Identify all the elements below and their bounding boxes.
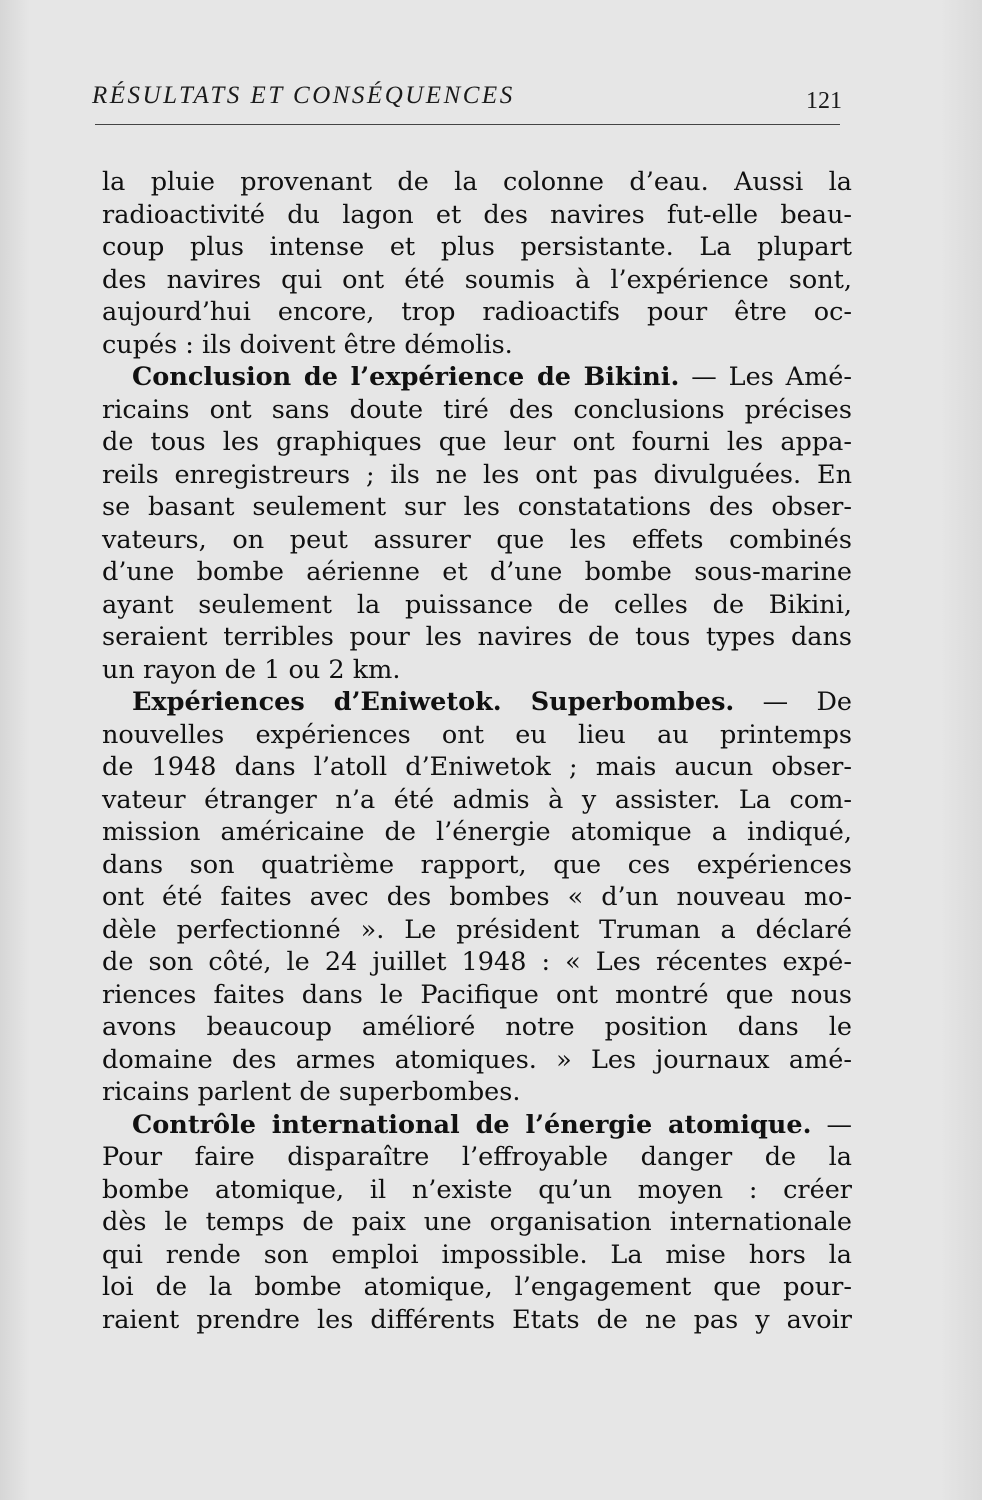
- text-line: [102, 231, 852, 264]
- text-line: [102, 881, 852, 914]
- line-text: domaine des armes atomiques. » Les journaux amé-: [102, 1044, 852, 1075]
- text-line: [102, 816, 852, 849]
- text-line: [102, 1076, 852, 1109]
- line-text: nouvelles expériences ont eu lieu au printemps: [102, 719, 852, 750]
- paragraph-heading-line: [102, 1109, 852, 1142]
- text-line: [102, 1011, 852, 1044]
- text-line: [102, 264, 852, 297]
- line-text: dèle perfectionné ». Le président Truman a déclaré: [102, 914, 852, 945]
- text-line: [102, 1271, 852, 1304]
- text-line: [102, 556, 852, 589]
- running-title: RÉSULTATS ET CONSÉQUENCES: [92, 82, 515, 109]
- line-text: qui rende son emploi impossible. La mise hors la: [102, 1239, 852, 1270]
- line-text: un rayon de 1 ou 2 km.: [102, 654, 401, 685]
- line-text: dès le temps de paix une organisation internationale: [102, 1207, 852, 1237]
- line-text: aujourd’hui encore, trop radioactifs pour être oc-: [102, 297, 852, 327]
- text-line: [102, 1141, 852, 1174]
- text-line: [102, 1174, 852, 1207]
- text-line: [102, 1304, 852, 1337]
- text-line: [102, 166, 852, 199]
- line-text: radioactivité du lagon et des navires fut-elle beau-: [102, 199, 852, 230]
- line-text: des navires qui ont été soumis à l’expérience sont,: [102, 264, 852, 295]
- text-line: [102, 329, 852, 362]
- text-line: [102, 524, 852, 557]
- line-text: coup plus intense et plus persistante. La plupart: [102, 232, 852, 262]
- text-line: [102, 946, 852, 979]
- line-text: —: [811, 1109, 853, 1140]
- paragraph-heading: Conclusion de l’expérience de Bikini.: [132, 362, 680, 392]
- text-line: [102, 459, 852, 492]
- header-rule: [95, 124, 840, 125]
- paragraph-heading: Contrôle international de l’énergie atomique.: [132, 1109, 812, 1140]
- text-line: [102, 751, 852, 784]
- page-number: 121: [806, 88, 842, 114]
- line-text: de son côté, le 24 juillet 1948 : « Les récentes expé-: [102, 947, 852, 977]
- text-line: [102, 1206, 852, 1239]
- paragraph-heading: Expériences d’Eniwetok. Superbombes.: [132, 687, 735, 717]
- line-text: seraient terribles pour les navires de tous types dans: [102, 622, 852, 652]
- text-line: [102, 491, 852, 524]
- line-text: d’une bombe aérienne et d’une bombe sous-marine: [102, 557, 852, 587]
- line-text: — Les Amé-: [679, 362, 852, 392]
- paragraph-heading-line: [102, 686, 852, 719]
- line-text: vateur étranger n’a été admis à y assister. La com-: [102, 784, 852, 815]
- line-text: dans son quatrième rapport, que ces expériences: [102, 849, 852, 880]
- line-text: bombe atomique, il n’existe qu’un moyen : créer: [102, 1174, 852, 1205]
- text-line: [102, 426, 852, 459]
- line-text: — De: [734, 687, 852, 717]
- text-line: [102, 199, 852, 232]
- text-line: [102, 914, 852, 947]
- line-text: ricains parlent de superbombes.: [102, 1077, 521, 1107]
- line-text: ayant seulement la puissance de celles de Bikini,: [102, 589, 852, 620]
- running-header: [92, 82, 842, 122]
- text-line: [102, 849, 852, 882]
- text-line: [102, 589, 852, 622]
- line-text: de tous les graphiques que leur ont fourni les appa-: [102, 427, 852, 457]
- text-line: [102, 621, 852, 654]
- line-text: loi de la bombe atomique, l’engagement que pour-: [102, 1272, 852, 1302]
- text-line: [102, 296, 852, 329]
- line-text: raient prendre les différents Etats de ne pas y avoir: [102, 1304, 852, 1335]
- line-text: ricains ont sans doute tiré des conclusions précises: [102, 394, 852, 425]
- text-line: [102, 784, 852, 817]
- text-line: [102, 1044, 852, 1077]
- text-line: [102, 394, 852, 427]
- line-text: ont été faites avec des bombes « d’un nouveau mo-: [102, 882, 852, 912]
- line-text: la pluie provenant de la colonne d’eau. Aussi la: [102, 167, 852, 197]
- body-text: [102, 166, 852, 1336]
- line-text: cupés : ils doivent être démolis.: [102, 329, 513, 360]
- text-line: [102, 979, 852, 1012]
- line-text: mission américaine de l’énergie atomique a indiqué,: [102, 817, 852, 847]
- line-text: Pour faire disparaître l’effroyable danger de la: [102, 1142, 852, 1172]
- line-text: riences faites dans le Pacifique ont montré que nous: [102, 979, 852, 1010]
- line-text: se basant seulement sur les constatations des obser-: [102, 492, 852, 522]
- line-text: de 1948 dans l’atoll d’Eniwetok ; mais aucun obser-: [102, 752, 852, 782]
- line-text: reils enregistreurs ; ils ne les ont pas divulguées. En: [102, 459, 852, 490]
- text-line: [102, 654, 852, 687]
- line-text: avons beaucoup amélioré notre position dans le: [102, 1012, 852, 1042]
- text-line: [102, 1239, 852, 1272]
- paragraph-heading-line: [102, 361, 852, 394]
- line-text: vateurs, on peut assurer que les effets combinés: [102, 524, 852, 555]
- text-line: [102, 719, 852, 752]
